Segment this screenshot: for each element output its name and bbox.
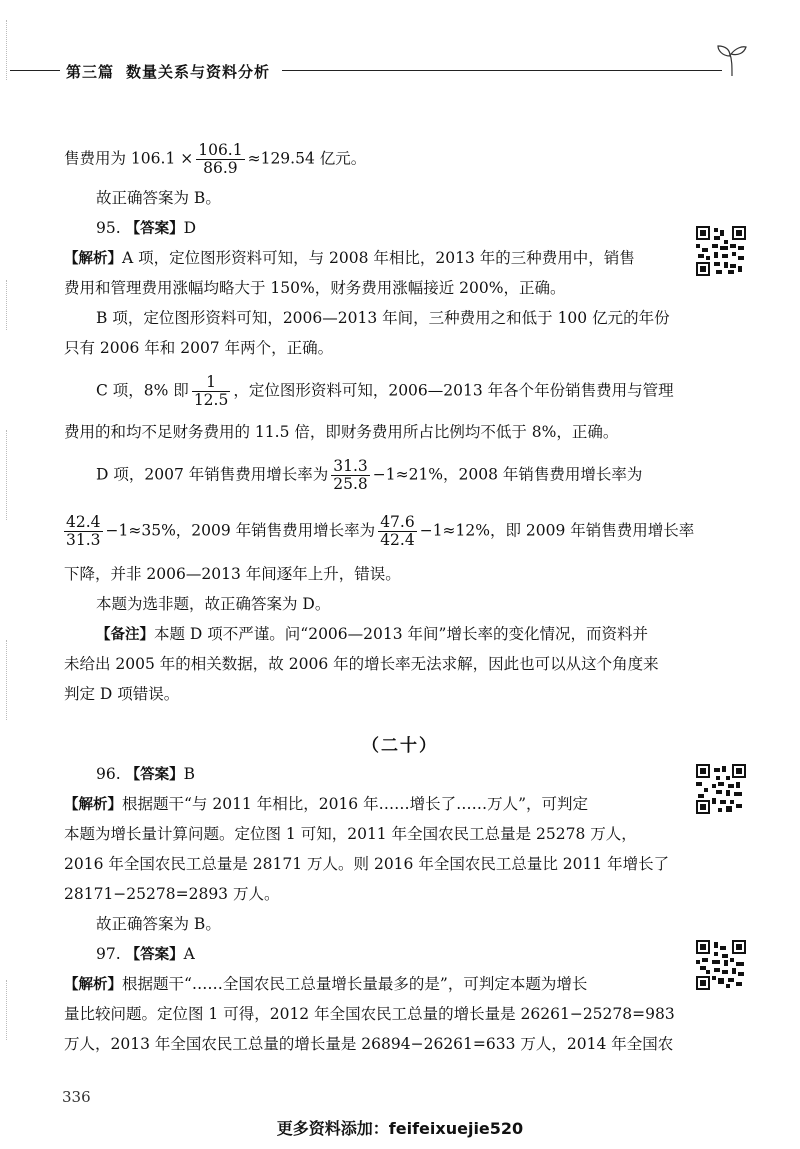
footer-note: 更多资料添加：feifeixuejie520	[276, 1119, 524, 1138]
margin-dots	[6, 20, 9, 80]
header-rule-left	[10, 70, 60, 71]
text-line: 费用的和均不足财务费用的 11.5 倍，即财务费用所占比例均不低于 8%，正确。	[64, 423, 619, 441]
text-line: 故正确答案为 B。	[96, 915, 221, 933]
leaf-sprout-icon	[712, 40, 752, 80]
fraction: $\frac{106.1}{86.9}$	[198, 141, 243, 177]
text-line: $\frac{42.4}{31.3}$ −1≈35%，2009 年销售费用增长率为 $\frac{47.6}{42.4}$ −1≈12%，即 2009 年销售费用增长率	[66, 513, 695, 549]
page-number: 336	[62, 1088, 91, 1106]
qr-code-icon[interactable]	[696, 940, 746, 990]
running-header	[66, 61, 270, 82]
answer-line-95: 95. 【答案】D	[96, 219, 197, 237]
margin-dots	[6, 430, 9, 520]
section-heading: （二十）	[362, 736, 438, 756]
fraction: $\frac{47.6}{42.4}$	[380, 513, 415, 549]
qr-code-icon[interactable]	[696, 764, 746, 814]
text-line: 故正确答案为 B。	[96, 189, 221, 207]
text-line: 本题为选非题，故正确答案为 D。	[96, 595, 331, 613]
analysis-line: 【解析】根据题干“与 2011 年相比，2016 年……增长了……万人”，可判定	[64, 795, 589, 813]
text-line: 2016 年全国农民工总量是 28171 万人。则 2016 年全国农民工总量比 2011 年增长了	[64, 855, 670, 873]
text-line: D 项，2007 年销售费用增长率为 $\frac{31.3}{25.8}$ −1≈21%，2008 年销售费用增长率为	[96, 457, 643, 493]
text-line: 只有 2006 年和 2007 年两个，正确。	[64, 339, 334, 357]
fraction: $\frac{42.4}{31.3}$	[66, 513, 101, 549]
header-section: 数量关系与资料分析	[126, 63, 271, 81]
margin-dots	[6, 980, 9, 1040]
analysis-line: 【解析】A 项，定位图形资料可知，与 2008 年相比，2013 年的三种费用中，销售	[64, 249, 635, 267]
text-line: 量比较问题。定位图 1 可得，2012 年全国农民工总量的增长量是 26261−25278=983	[64, 1005, 675, 1023]
fraction: $\frac{31.3}{25.8}$	[333, 457, 368, 493]
answer-line-97: 97. 【答案】A	[96, 945, 195, 963]
qr-code-icon[interactable]	[696, 226, 746, 276]
note-line: 【备注】本题 D 项不严谨。问“2006—2013 年间”增长率的变化情况，而资料并	[96, 625, 648, 643]
text-line: 未给出 2005 年的相关数据，故 2006 年的增长率无法求解，因此也可以从这个角度来	[64, 655, 659, 673]
text-line: 判定 D 项错误。	[64, 685, 180, 703]
text-line: 售费用为 106.1 × $\frac{106.1}{86.9}$ ≈129.54 亿元。	[64, 141, 367, 177]
header-part: 第三篇	[66, 63, 115, 81]
text-line: 下降，并非 2006—2013 年间逐年上升，错误。	[64, 565, 401, 583]
text-line: 本题为增长量计算问题。定位图 1 可知，2011 年全国农民工总量是 25278 万人，	[64, 825, 637, 843]
text-line: 万人，2013 年全国农民工总量的增长量是 26894−26261=633 万人，2014 年全国农	[64, 1035, 674, 1053]
analysis-line: 【解析】根据题干“……全国农民工总量增长量最多的是”，可判定本题为增长	[64, 975, 588, 993]
text-line: C 项，8% 即 $\frac{1}{12.5}$ ，定位图形资料可知，2006—2013 年各个年份销售费用与管理	[96, 373, 674, 409]
text-line: 费用和管理费用涨幅均略大于 150%，财务费用涨幅接近 200%，正确。	[64, 279, 566, 297]
header-rule-right	[282, 70, 722, 71]
fraction: $\frac{1}{12.5}$	[193, 373, 229, 409]
text-line: B 项，定位图形资料可知，2006—2013 年间，三种费用之和低于 100 亿元的年份	[96, 309, 670, 327]
margin-dots	[6, 280, 9, 330]
answer-line-96: 96. 【答案】B	[96, 765, 195, 783]
text-line: 28171−25278=2893 万人。	[64, 885, 280, 903]
margin-dots	[6, 640, 9, 720]
